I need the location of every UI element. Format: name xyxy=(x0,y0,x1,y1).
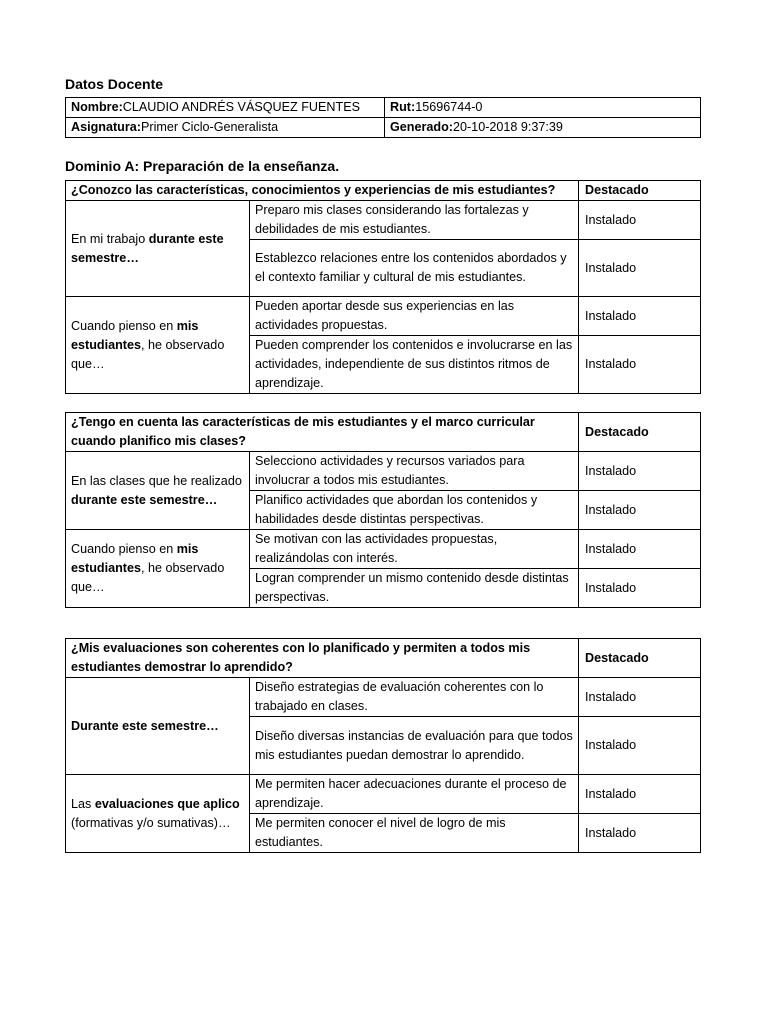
item-value: Instalado xyxy=(579,775,701,814)
item-value: Instalado xyxy=(579,717,701,775)
dominio-title: Dominio A: Preparación de la enseñanza. xyxy=(65,158,340,174)
item-text: Pueden comprender los contenidos e involucrarse en las actividades, independiente de sus distintos ritmos de aprendizaje. xyxy=(250,336,579,394)
context-emphasis: mis estudiantes xyxy=(71,318,199,352)
docente-info-table xyxy=(65,97,701,138)
asignatura-cell xyxy=(66,118,385,138)
item-text: Me permiten conocer el nivel de logro de mis estudiantes. xyxy=(250,814,579,853)
item-value: Instalado xyxy=(579,814,701,853)
item-value: Instalado xyxy=(579,452,701,491)
context-emphasis: Durante este semestre… xyxy=(71,718,219,733)
section-table-1 xyxy=(65,180,701,394)
section-level: Destacado xyxy=(579,413,701,452)
context-text: En las clases que he realizado xyxy=(71,473,242,488)
context-emphasis: durante este semestre… xyxy=(71,492,218,507)
nombre-cell xyxy=(66,98,385,118)
item-value: Instalado xyxy=(579,678,701,717)
context-text: Cuando pienso en xyxy=(71,542,177,556)
context-text: , he observado que… xyxy=(71,561,225,594)
asignatura-label: Asignatura: xyxy=(71,120,141,134)
context-cell xyxy=(66,530,250,608)
item-text: Pueden aportar desde sus experiencias en las actividades propuestas. xyxy=(250,297,579,336)
item-value: Instalado xyxy=(579,569,701,608)
nombre-value: CLAUDIO ANDRÉS VÁSQUEZ FUENTES xyxy=(122,100,361,114)
section-level: Destacado xyxy=(579,639,701,678)
item-text: Establezco relaciones entre los contenidos abordados y el contexto familiar y cultural de mis estudiantes. xyxy=(250,240,579,297)
section-question: ¿Tengo en cuenta las características de mis estudiantes y el marco curricular cuando planifico mis clases? xyxy=(66,413,579,452)
item-text: Se motivan con las actividades propuestas, realizándolas con interés. xyxy=(250,530,579,569)
rut-label: Rut: xyxy=(390,100,416,114)
section-table-3 xyxy=(65,638,701,853)
item-value: Instalado xyxy=(579,201,701,240)
section-level: Destacado xyxy=(579,181,701,201)
item-text: Diseño diversas instancias de evaluación para que todos mis estudiantes puedan demostrar lo aprendido. xyxy=(250,717,579,775)
item-text: Preparo mis clases considerando las fortalezas y debilidades de mis estudiantes. xyxy=(250,201,579,240)
context-text: , he observado que… xyxy=(71,337,225,371)
section-table-2 xyxy=(65,412,701,608)
context-emphasis: durante este semestre… xyxy=(71,231,224,265)
generado-cell xyxy=(385,118,701,138)
asignatura-value: Primer Ciclo-Generalista xyxy=(140,120,279,134)
item-text: Diseño estrategias de evaluación coherentes con lo trabajado en clases. xyxy=(250,678,579,717)
rut-value: 15696744-0 xyxy=(415,100,483,114)
section-question: ¿Mis evaluaciones son coherentes con lo planificado y permiten a todos mis estudiantes demostrar lo aprendido? xyxy=(66,639,579,678)
context-emphasis: evaluaciones que aplico xyxy=(94,796,240,811)
item-value: Instalado xyxy=(579,491,701,530)
item-value: Instalado xyxy=(579,240,701,297)
section-question: ¿Conozco las características, conocimientos y experiencias de mis estudiantes? xyxy=(66,181,579,201)
context-text: En mi trabajo xyxy=(71,231,149,246)
context-cell xyxy=(66,297,250,394)
context-cell xyxy=(66,678,250,775)
context-cell xyxy=(66,775,250,853)
nombre-label: Nombre: xyxy=(71,100,123,114)
context-text: Las xyxy=(71,796,95,811)
context-cell xyxy=(66,201,250,297)
context-emphasis: mis estudiantes xyxy=(71,542,199,575)
context-cell xyxy=(66,452,250,530)
item-text: Logran comprender un mismo contenido desde distintas perspectivas. xyxy=(250,569,579,608)
item-value: Instalado xyxy=(579,530,701,569)
item-text: Selecciono actividades y recursos variados para involucrar a todos mis estudiantes. xyxy=(250,452,579,491)
generado-label: Generado: xyxy=(390,120,453,134)
item-value: Instalado xyxy=(579,336,701,394)
rut-cell xyxy=(385,98,701,118)
item-text: Me permiten hacer adecuaciones durante el proceso de aprendizaje. xyxy=(250,775,579,814)
context-text: (formativas y/o sumativas)… xyxy=(71,815,231,830)
item-text: Planifico actividades que abordan los contenidos y habilidades desde distintas perspectivas. xyxy=(250,491,579,530)
datos-docente-heading: Datos Docente xyxy=(65,76,164,92)
item-value: Instalado xyxy=(579,297,701,336)
generado-value: 20-10-2018 9:37:39 xyxy=(452,120,563,134)
context-text: Cuando pienso en xyxy=(71,318,177,333)
